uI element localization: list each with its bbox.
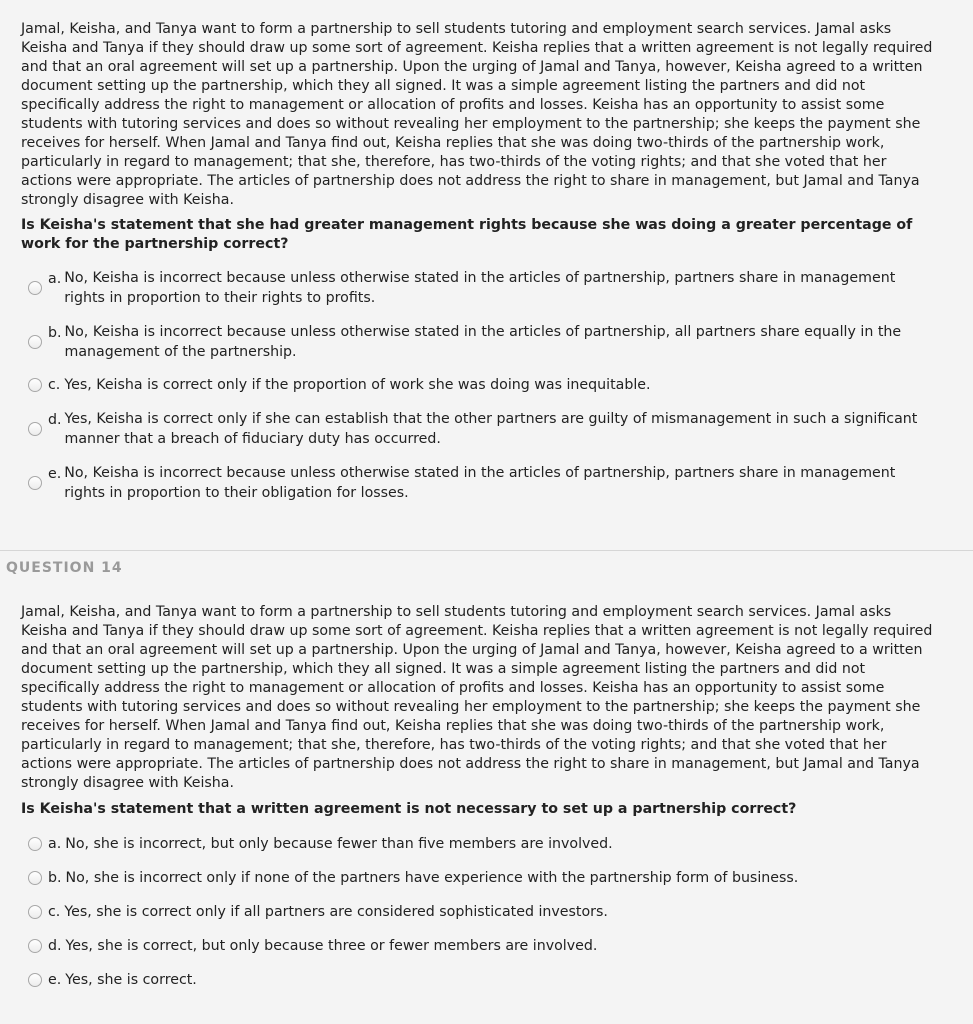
option-letter: a. (48, 271, 62, 287)
q13-option-a[interactable] (28, 268, 928, 308)
q13-prompt: Is Keisha's statement that she had greater management rights because she was doing a greater percentage of work for the partnership correct? (21, 217, 913, 252)
radio-button[interactable] (28, 476, 42, 490)
radio-button[interactable] (28, 335, 42, 349)
option-letter: e. (48, 466, 62, 482)
option-letter: c. (48, 377, 61, 393)
option-text: No, Keisha is incorrect because unless otherwise stated in the articles of partnership, partners share in management rights in proportion to their obligation for losses. (64, 465, 896, 501)
q14-option-c[interactable] (28, 902, 928, 922)
option-text: No, she is incorrect, but only because fewer than five members are involved. (65, 836, 613, 852)
option-letter: e. (48, 972, 62, 988)
q14-scenario-text: Jamal, Keisha, and Tanya want to form a partnership to sell students tutoring and employment search services. Jamal asks Keisha and Tanya if they should draw up some sort of agreement. Keisha replies that a written agreement is not legally required and that an oral agreement will set up a partnership. Upon the urging of Jamal and Tanya, however, Keisha agreed to a written document setting up the partnership, which they all signed. It was a simple agreement listing the partners and did not specifically address the right to management or allocation of profits and losses. Keisha has an opportunity to assist some students with tutoring services and does so without revealing her employment to the partnership; she keeps the payment she receives for herself. When Jamal and Tanya find out, Keisha replies that she was doing two-thirds of the partnership work, particularly in regard to management; that she, therefore, has two-thirds of the voting rights; and that she voted that her actions were appropriate. The articles of partnership does not address the right to share in management, but Jamal and Tanya strongly disagree with Keisha. (21, 604, 933, 791)
radio-button[interactable] (28, 973, 42, 987)
option-letter: a. (48, 836, 62, 852)
section-divider (0, 550, 973, 551)
option-text: No, she is incorrect only if none of the partners have experience with the partnership form of business. (65, 870, 799, 886)
q13-option-b[interactable] (28, 322, 928, 362)
q14-option-b[interactable] (28, 868, 928, 888)
radio-button[interactable] (28, 871, 42, 885)
option-letter: c. (48, 904, 61, 920)
option-letter: d. (48, 938, 62, 954)
q14-option-d[interactable] (28, 936, 928, 956)
q14-prompt: Is Keisha's statement that a written agreement is not necessary to set up a partnership correct? (21, 801, 797, 817)
radio-button[interactable] (28, 837, 42, 851)
question-14-header: QUESTION 14 (6, 560, 123, 576)
option-letter: b. (48, 870, 62, 886)
q13-option-e[interactable] (28, 463, 928, 503)
q14-option-e[interactable] (28, 970, 928, 990)
q14-option-a[interactable] (28, 834, 928, 854)
radio-button[interactable] (28, 281, 42, 295)
option-text: Yes, Keisha is correct only if she can establish that the other partners are guilty of mismanagement in such a significant manner that a breach of fiduciary duty has occurred. (64, 411, 918, 447)
option-letter: b. (48, 325, 62, 341)
option-text: No, Keisha is incorrect because unless otherwise stated in the articles of partnership, partners share in management rights in proportion to their rights to profits. (64, 270, 896, 306)
option-text: Yes, she is correct only if all partners are considered sophisticated investors. (64, 904, 608, 920)
option-text: Yes, she is correct, but only because three or fewer members are involved. (65, 938, 598, 954)
q13-option-d[interactable] (28, 409, 928, 449)
q13-scenario-text: Jamal, Keisha, and Tanya want to form a partnership to sell students tutoring and employment search services. Jamal asks Keisha and Tanya if they should draw up some sort of agreement. Keisha replies that a written agreement is not legally required and that an oral agreement will set up a partnership. Upon the urging of Jamal and Tanya, however, Keisha agreed to a written document setting up the partnership, which they all signed. It was a simple agreement listing the partners and did not specifically address the right to management or allocation of profits and losses. Keisha has an opportunity to assist some students with tutoring services and does so without revealing her employment to the partnership; she keeps the payment she receives for herself. When Jamal and Tanya find out, Keisha replies that she was doing two-thirds of the partnership work, particularly in regard to management; that she, therefore, has two-thirds of the voting rights; and that she voted that her actions were appropriate. The articles of partnership does not address the right to share in management, but Jamal and Tanya strongly disagree with Keisha. (21, 21, 933, 208)
radio-button[interactable] (28, 905, 42, 919)
q13-option-c[interactable] (28, 375, 928, 395)
radio-button[interactable] (28, 378, 42, 392)
option-letter: d. (48, 412, 62, 428)
option-text: Yes, she is correct. (65, 972, 197, 988)
radio-button[interactable] (28, 939, 42, 953)
radio-button[interactable] (28, 422, 42, 436)
option-text: No, Keisha is incorrect because unless otherwise stated in the articles of partnership, all partners share equally in the management of the partnership. (64, 324, 902, 360)
option-text: Yes, Keisha is correct only if the proportion of work she was doing was inequitable. (64, 377, 651, 393)
